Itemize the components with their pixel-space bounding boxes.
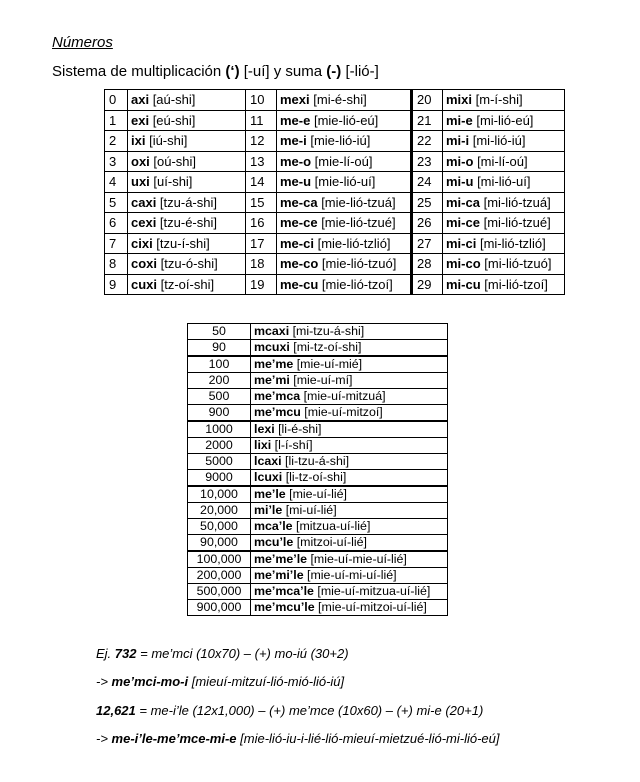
number-cell: 11: [246, 110, 277, 131]
word: me’mca: [254, 389, 301, 404]
word-cell: [251, 454, 448, 470]
word-cell: [277, 151, 412, 172]
word: mcuxi: [254, 340, 290, 355]
word-cell: [128, 90, 246, 111]
word-cell: [251, 486, 448, 503]
number-cell: 8: [105, 254, 128, 275]
number-cell: 10: [246, 90, 277, 111]
word-cell: [277, 254, 412, 275]
word: mi-ca: [446, 194, 480, 210]
word: uxi: [131, 174, 150, 190]
example-pronunciation: [mie-lió-iu-i-lié-lió-mieuí-mietzué-lió-mi-lió-eú]: [236, 731, 500, 746]
pronunciation: [mi-lió-tzoí]: [480, 276, 548, 292]
number-cell: 17: [246, 233, 277, 254]
word: me’mcu: [254, 405, 301, 420]
pronunciation: [mie-lí-oú]: [311, 153, 373, 169]
number-cell: 19: [246, 274, 277, 295]
word: mcu’le: [254, 535, 294, 550]
table-row: [188, 324, 448, 340]
number-cell: 0: [105, 90, 128, 111]
pronunciation: [li-é-shi]: [274, 422, 322, 437]
pronunciation: [l-í-shí]: [271, 438, 313, 453]
pronunciation: [mie-uí-mi-uí-lié]: [303, 568, 397, 583]
number-cell: 20,000: [188, 503, 251, 519]
pronunciation: [mie-uí-mie-uí-lié]: [307, 552, 407, 567]
word-cell: [251, 470, 448, 487]
table-row: [188, 519, 448, 535]
number-cell: 50,000: [188, 519, 251, 535]
word-cell: [443, 192, 565, 213]
pronunciation: [mie-uí-mié]: [293, 357, 363, 372]
word-cell: [251, 356, 448, 373]
word: me-e: [280, 112, 311, 128]
pronunciation: [mie-lió-tzoí]: [318, 276, 393, 292]
table-row: [188, 470, 448, 487]
word: me-u: [280, 174, 312, 190]
pronunciation: [mi-lió-tzlió]: [476, 235, 546, 251]
table-row: [188, 551, 448, 568]
pronunciation: [mie-uí-mí]: [289, 373, 353, 388]
word-cell: [128, 213, 246, 234]
pronunciation: [mitzua-uí-lié]: [292, 519, 371, 534]
word: cuxi: [131, 276, 158, 292]
table-row: [188, 568, 448, 584]
pronunciation: [mi-lió-iú]: [469, 133, 526, 149]
table-row: [105, 254, 565, 275]
example-12621: [96, 703, 483, 718]
word-cell: [128, 254, 246, 275]
number-cell: 1: [105, 110, 128, 131]
word: me’mca’le: [254, 584, 314, 599]
number-cell: 90: [188, 340, 251, 357]
word: ixi: [131, 133, 146, 149]
word: me’le: [254, 487, 286, 502]
word-cell: [251, 405, 448, 422]
word-cell: [277, 131, 412, 152]
number-cell: 10,000: [188, 486, 251, 503]
word-cell: [128, 274, 246, 295]
word-cell: [443, 151, 565, 172]
word-cell: [251, 519, 448, 535]
pronunciation: [mie-uí-mitzuá]: [300, 389, 386, 404]
number-cell: 50: [188, 324, 251, 340]
number-cell: 20: [412, 90, 443, 111]
word-cell: [251, 389, 448, 405]
table-row: [105, 213, 565, 234]
word-cell: [443, 90, 565, 111]
pronunciation: [mi-é-shi]: [309, 92, 367, 108]
example-12621-result: [96, 731, 499, 746]
word: mi-cu: [446, 276, 481, 292]
word-cell: [277, 172, 412, 193]
number-cell: 900,000: [188, 600, 251, 616]
number-cell: 100,000: [188, 551, 251, 568]
word: me’mi: [254, 373, 290, 388]
table-row: [188, 535, 448, 552]
word-cell: [277, 274, 412, 295]
pronunciation: [mi-lió-tzuá]: [479, 194, 551, 210]
word-cell: [251, 551, 448, 568]
pronunciation: [eú-shi]: [149, 112, 196, 128]
number-cell: 29: [412, 274, 443, 295]
word-cell: [277, 213, 412, 234]
number-cell: 200,000: [188, 568, 251, 584]
word: mi-o: [446, 153, 474, 169]
pronunciation: [mi-uí-lié]: [282, 503, 337, 518]
word: lcuxi: [254, 470, 283, 485]
pronunciation: [li-tzu-á-shi]: [281, 454, 350, 469]
number-cell: 9000: [188, 470, 251, 487]
addition-symbol: (-): [326, 63, 342, 80]
number-cell: 2000: [188, 438, 251, 454]
number-cell: 500: [188, 389, 251, 405]
word: caxi: [131, 194, 157, 210]
number-cell: 7: [105, 233, 128, 254]
pronunciation: [mie-uí-mitzua-uí-lié]: [313, 584, 431, 599]
word-cell: [251, 568, 448, 584]
word: coxi: [131, 256, 158, 272]
example-732: [96, 646, 349, 661]
pronunciation: [mitzoi-uí-lié]: [293, 535, 367, 550]
word: mi’le: [254, 503, 283, 518]
pronunciation: [tzu-é-shi]: [156, 215, 217, 231]
word-cell: [128, 233, 246, 254]
word-cell: [443, 233, 565, 254]
example-pronunciation: [mieuí-mitzuí-lió-mió-lió-iú]: [188, 674, 345, 689]
table-row: [188, 389, 448, 405]
number-cell: 23: [412, 151, 443, 172]
word: me-i: [280, 133, 307, 149]
table-row: [188, 503, 448, 519]
number-cell: 100: [188, 356, 251, 373]
word: lcaxi: [254, 454, 282, 469]
pronunciation: [mie-lió-uí]: [311, 174, 376, 190]
table-row: [105, 110, 565, 131]
example-732-result: [96, 674, 344, 689]
word-cell: [251, 373, 448, 389]
table-row: [188, 356, 448, 373]
word: me-o: [280, 153, 312, 169]
pronunciation: [mi-lí-oú]: [473, 153, 528, 169]
word: mi-ce: [446, 215, 480, 231]
word: lexi: [254, 422, 275, 437]
number-cell: 5000: [188, 454, 251, 470]
number-cell: 14: [246, 172, 277, 193]
arrow: ->: [96, 674, 112, 689]
pronunciation: [tzu-ó-shi]: [157, 256, 218, 272]
example-prefix: Ej.: [96, 646, 115, 661]
pronunciation: [m-í-shi]: [472, 92, 523, 108]
word: me’mcu’le: [254, 600, 315, 615]
word-cell: [251, 503, 448, 519]
table-row: [188, 421, 448, 438]
number-cell: 26: [412, 213, 443, 234]
word: cixi: [131, 235, 153, 251]
table-row: [105, 274, 565, 295]
word-cell: [251, 340, 448, 357]
number-cell: 1000: [188, 421, 251, 438]
word-cell: [128, 172, 246, 193]
subtitle: [52, 63, 379, 80]
word: mi-u: [446, 174, 474, 190]
word: me’me: [254, 357, 294, 372]
word-cell: [251, 535, 448, 552]
word-cell: [443, 131, 565, 152]
word: me-ce: [280, 215, 318, 231]
word-cell: [251, 584, 448, 600]
word-cell: [277, 233, 412, 254]
word: axi: [131, 92, 150, 108]
word-cell: [251, 421, 448, 438]
pronunciation: [tz-oí-shi]: [157, 276, 215, 292]
table-row: [188, 600, 448, 616]
table-row: [188, 340, 448, 357]
word-cell: [128, 110, 246, 131]
word: me-co: [280, 256, 319, 272]
number-cell: 22: [412, 131, 443, 152]
pronunciation: [mie-uí-mitzoi-uí-lié]: [314, 600, 427, 615]
example-formula: = me’mci (10x70) – (+) mo-iú (30+2): [136, 646, 349, 661]
pronunciation: [mie-lió-tzué]: [317, 215, 396, 231]
number-cell: 13: [246, 151, 277, 172]
pronunciation: [mi-tzu-á-shi]: [289, 324, 365, 339]
number-cell: 27: [412, 233, 443, 254]
table-row: [105, 131, 565, 152]
word: me-cu: [280, 276, 319, 292]
pronunciation: [mie-lió-tzuá]: [317, 194, 396, 210]
number-cell: 500,000: [188, 584, 251, 600]
pronunciation: [mie-lió-tzlió]: [313, 235, 391, 251]
pronunciation: [oú-shi]: [149, 153, 197, 169]
arrow: ->: [96, 731, 112, 746]
table-row: [188, 454, 448, 470]
example-word: me-i’le-me’mce-mi-e: [111, 731, 237, 746]
pronunciation: [mi-lió-eú]: [472, 112, 534, 128]
word: mi-i: [446, 133, 470, 149]
word: mi-e: [446, 112, 473, 128]
word-cell: [443, 172, 565, 193]
word: mi-co: [446, 256, 481, 272]
word: me-ca: [280, 194, 318, 210]
number-cell: 15: [246, 192, 277, 213]
word-cell: [251, 600, 448, 616]
word-cell: [251, 324, 448, 340]
word-cell: [128, 151, 246, 172]
word: mca’le: [254, 519, 293, 534]
number-cell: 90,000: [188, 535, 251, 552]
pronunciation: [li-tz-oí-shi]: [282, 470, 347, 485]
word-cell: [251, 438, 448, 454]
number-cell: 21: [412, 110, 443, 131]
pronunciation: [mie-lió-tzuó]: [318, 256, 397, 272]
word-cell: [128, 192, 246, 213]
numbers-table-0-29: [104, 89, 565, 295]
pronunciation: [tzu-á-shi]: [156, 194, 217, 210]
multiplication-symbol: (‘): [225, 63, 240, 80]
example-formula: = me-i’le (12x1,000) – (+) me’mce (10x60) – (+) mi-e (20+1): [135, 703, 484, 718]
example-number: 732: [114, 646, 137, 661]
number-cell: 9: [105, 274, 128, 295]
number-cell: 16: [246, 213, 277, 234]
table-row: [188, 405, 448, 422]
word-cell: [277, 110, 412, 131]
word: oxi: [131, 153, 150, 169]
number-cell: 900: [188, 405, 251, 422]
word-cell: [128, 131, 246, 152]
pronunciation: [mie-lió-eú]: [310, 112, 379, 128]
example-number: 12,621: [96, 703, 136, 718]
pronunciation: [mi-lió-tzuó]: [480, 256, 552, 272]
pronunciation: [iú-shi]: [145, 133, 188, 149]
word: cexi: [131, 215, 157, 231]
word-cell: [277, 192, 412, 213]
pronunciation: [tzu-í-shi]: [152, 235, 210, 251]
table-row: [188, 438, 448, 454]
word: mixi: [446, 92, 473, 108]
word-cell: [443, 213, 565, 234]
table-row: [105, 233, 565, 254]
pronunciation: [mi-tz-oí-shi]: [289, 340, 362, 355]
table-row: [105, 151, 565, 172]
number-cell: 6: [105, 213, 128, 234]
pronunciation: [mie-uí-lié]: [285, 487, 347, 502]
number-cell: 28: [412, 254, 443, 275]
table-row: [188, 486, 448, 503]
number-cell: 4: [105, 172, 128, 193]
word: me’me’le: [254, 552, 308, 567]
number-cell: 24: [412, 172, 443, 193]
word: exi: [131, 112, 150, 128]
numbers-table-large: [187, 323, 448, 616]
table-row: [188, 373, 448, 389]
pronunciation: [mi-lió-uí]: [473, 174, 531, 190]
number-cell: 3: [105, 151, 128, 172]
number-cell: 25: [412, 192, 443, 213]
pronunciation: [uí-shi]: [149, 174, 193, 190]
word: mexi: [280, 92, 310, 108]
word-cell: [277, 90, 412, 111]
subtitle-prefix: Sistema de multiplicación: [52, 63, 226, 80]
word: lixi: [254, 438, 272, 453]
word: mi-ci: [446, 235, 477, 251]
page-title: Números: [52, 34, 113, 51]
number-cell: 2: [105, 131, 128, 152]
word: me’mi’le: [254, 568, 304, 583]
number-cell: 5: [105, 192, 128, 213]
word: mcaxi: [254, 324, 290, 339]
pronunciation: [mi-lió-tzué]: [479, 215, 551, 231]
table-row: [188, 584, 448, 600]
number-cell: 200: [188, 373, 251, 389]
word-cell: [443, 254, 565, 275]
table-row: [105, 192, 565, 213]
word-cell: [443, 274, 565, 295]
number-cell: 18: [246, 254, 277, 275]
table-row: [105, 172, 565, 193]
number-cell: 12: [246, 131, 277, 152]
pronunciation: [mie-uí-mitzoí]: [300, 405, 383, 420]
multiplication-suffix: [-uí] y suma: [239, 63, 327, 80]
pronunciation: [mie-lió-iú]: [306, 133, 371, 149]
word-cell: [443, 110, 565, 131]
pronunciation: [aú-shi]: [149, 92, 196, 108]
example-word: me’mci-mo-i: [111, 674, 189, 689]
word: me-ci: [280, 235, 314, 251]
addition-suffix: [-lió-]: [341, 63, 379, 80]
table-row: [105, 90, 565, 111]
